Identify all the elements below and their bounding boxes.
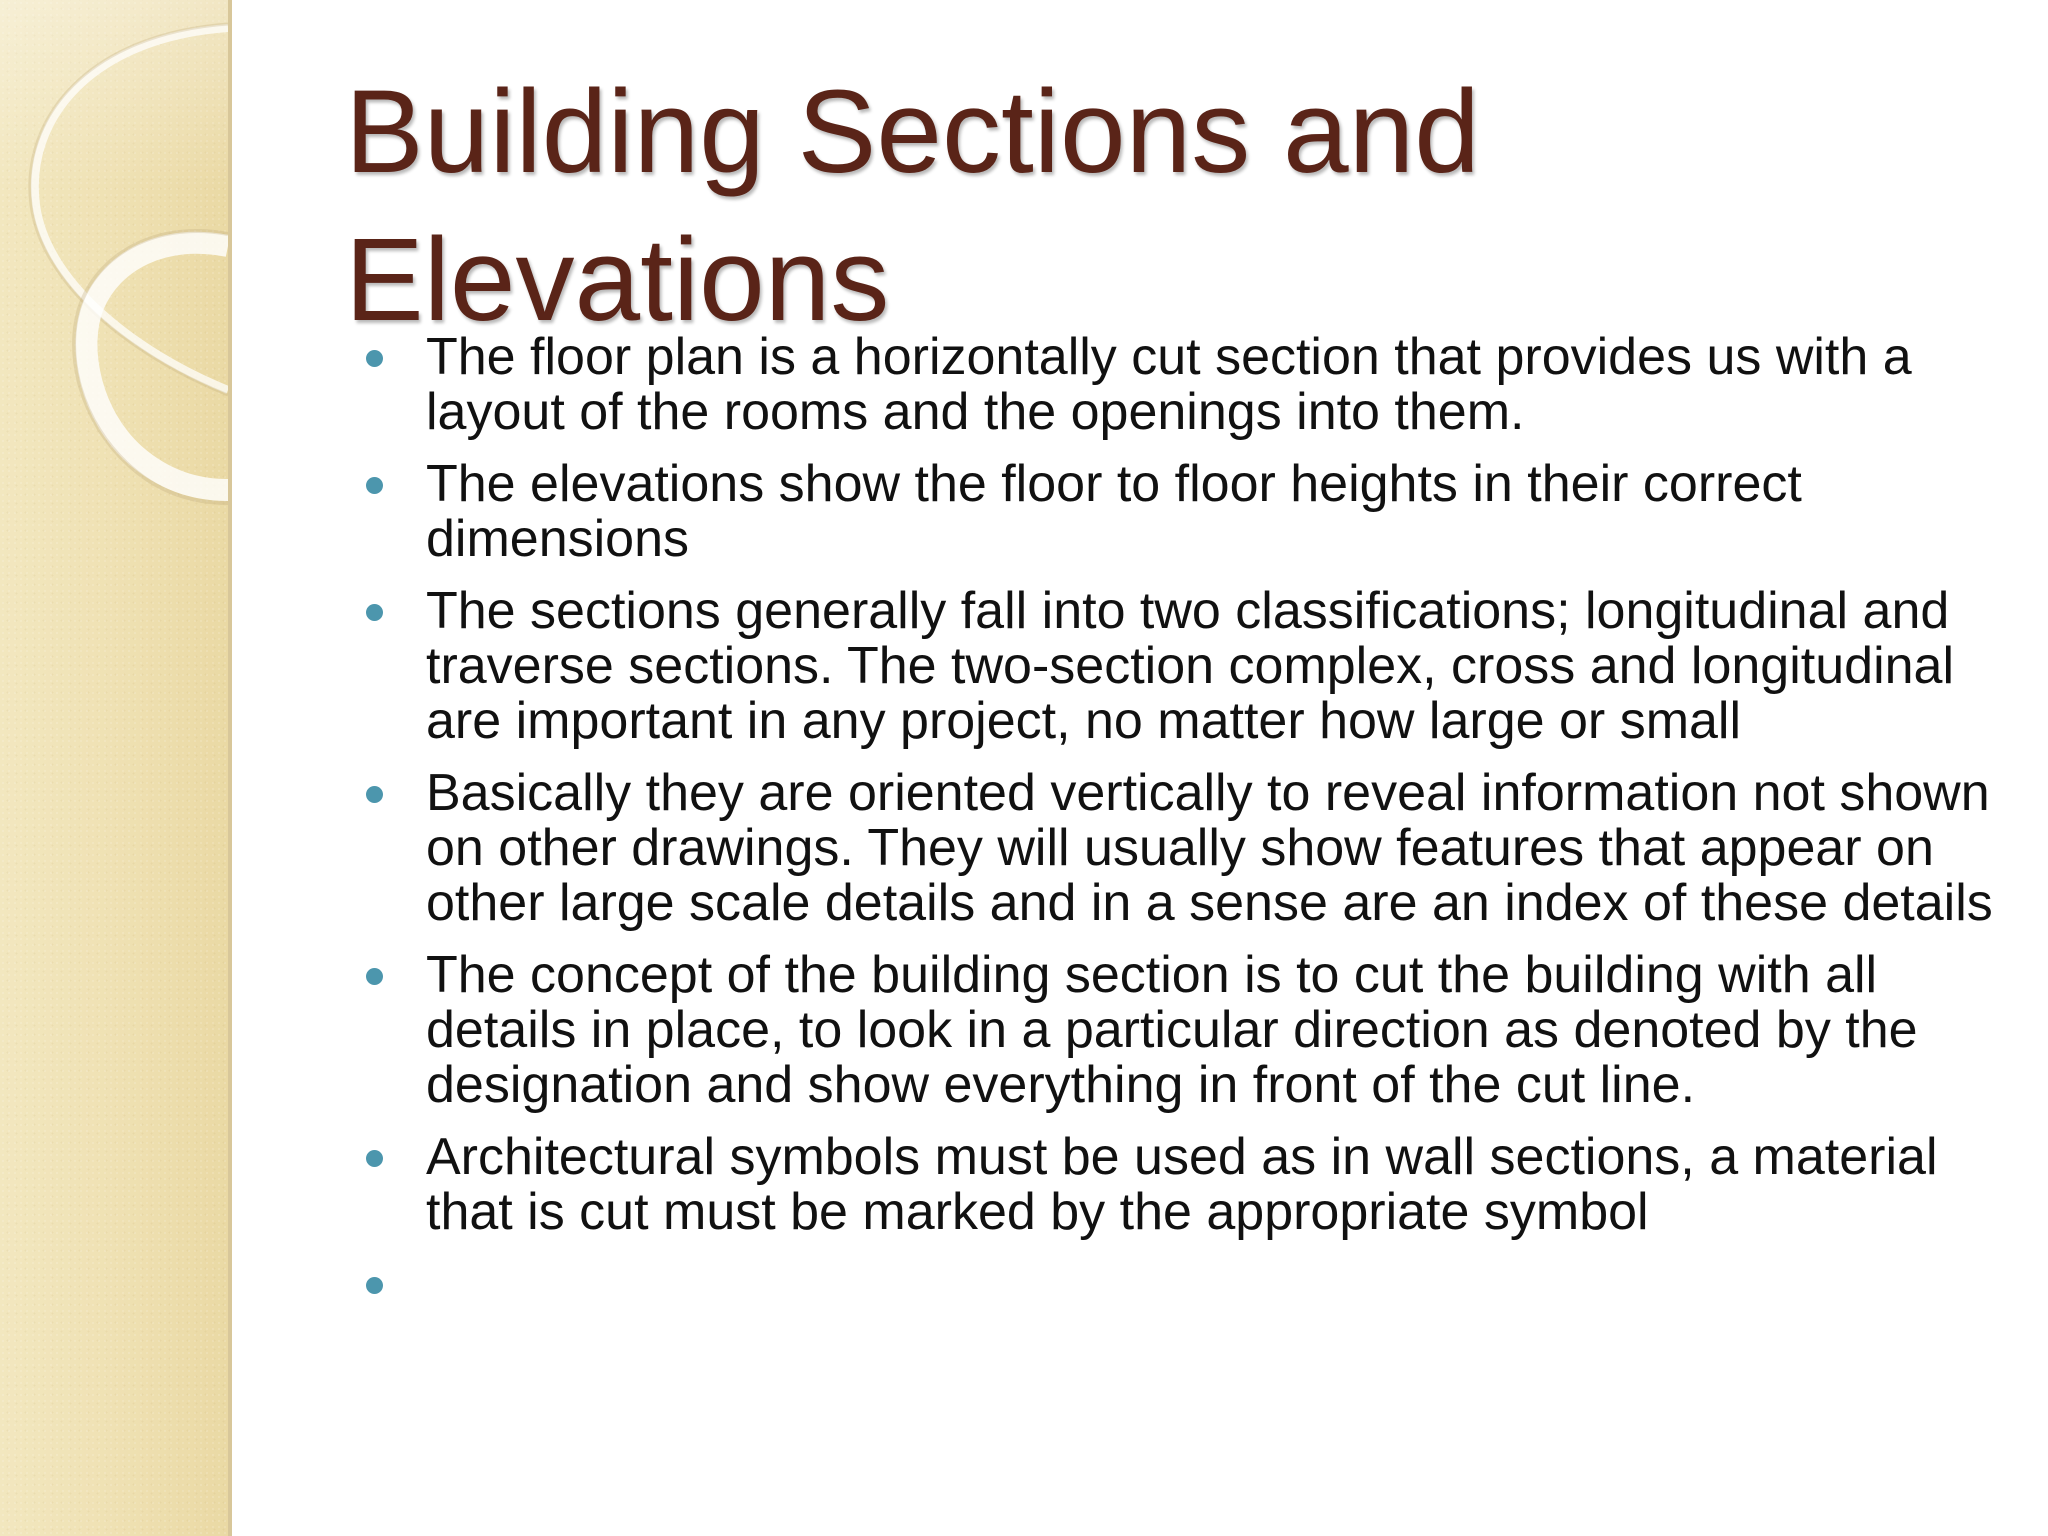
bullet-dot-icon [366,1277,383,1294]
bullet-item-empty [360,1257,2015,1312]
bullet-text: Architectural symbols must be used as in wall sections, a material that is cut must be marked by the appropriate symbol [426,1128,1938,1241]
bullet-text: The elevations show the floor to floor heights in their correct dimensions [426,455,1802,568]
bullet-dot-icon [366,477,383,494]
decorative-side-panel [0,0,232,1536]
bullet-dot-icon [366,604,383,621]
bullet-item-floor-plan [360,330,2015,440]
bullet-dot-icon [366,350,383,367]
bullet-item-architectural-symbols [360,1130,2015,1240]
bullet-text: Basically they are oriented vertically to reveal information not shown on other drawings. They will usually show features that appear on other large scale details and in a sense are an index of these details [426,764,1993,932]
small-ring-arc [86,243,228,490]
bullet-item-vertical-orientation [360,766,2015,931]
bullet-dot-icon [366,1150,383,1167]
bullet-item-section-classifications [360,584,2015,749]
bullet-item-building-section-concept [360,948,2015,1113]
bullet-item-elevations [360,457,2015,567]
bullet-dot-icon [366,968,383,985]
bullet-text: The concept of the building section is to cut the building with all details in place, to look in a particular direction as denoted by the designation and show everything in front of the cut line. [426,946,1918,1114]
large-ring-arc [35,28,228,390]
bullet-text: The floor plan is a horizontally cut section that provides us with a layout of the rooms and the openings into them. [426,328,1912,441]
bullet-dot-icon [366,786,383,803]
bullet-list [360,330,2015,1329]
bullet-text: The sections generally fall into two classifications; longitudinal and traverse sections. The two-section complex, cross and longitudinal are important in any project, no matter how large or small [426,582,1955,750]
decorative-rings [0,0,228,1536]
slide-title: Building Sections and Elevations [345,66,1480,346]
